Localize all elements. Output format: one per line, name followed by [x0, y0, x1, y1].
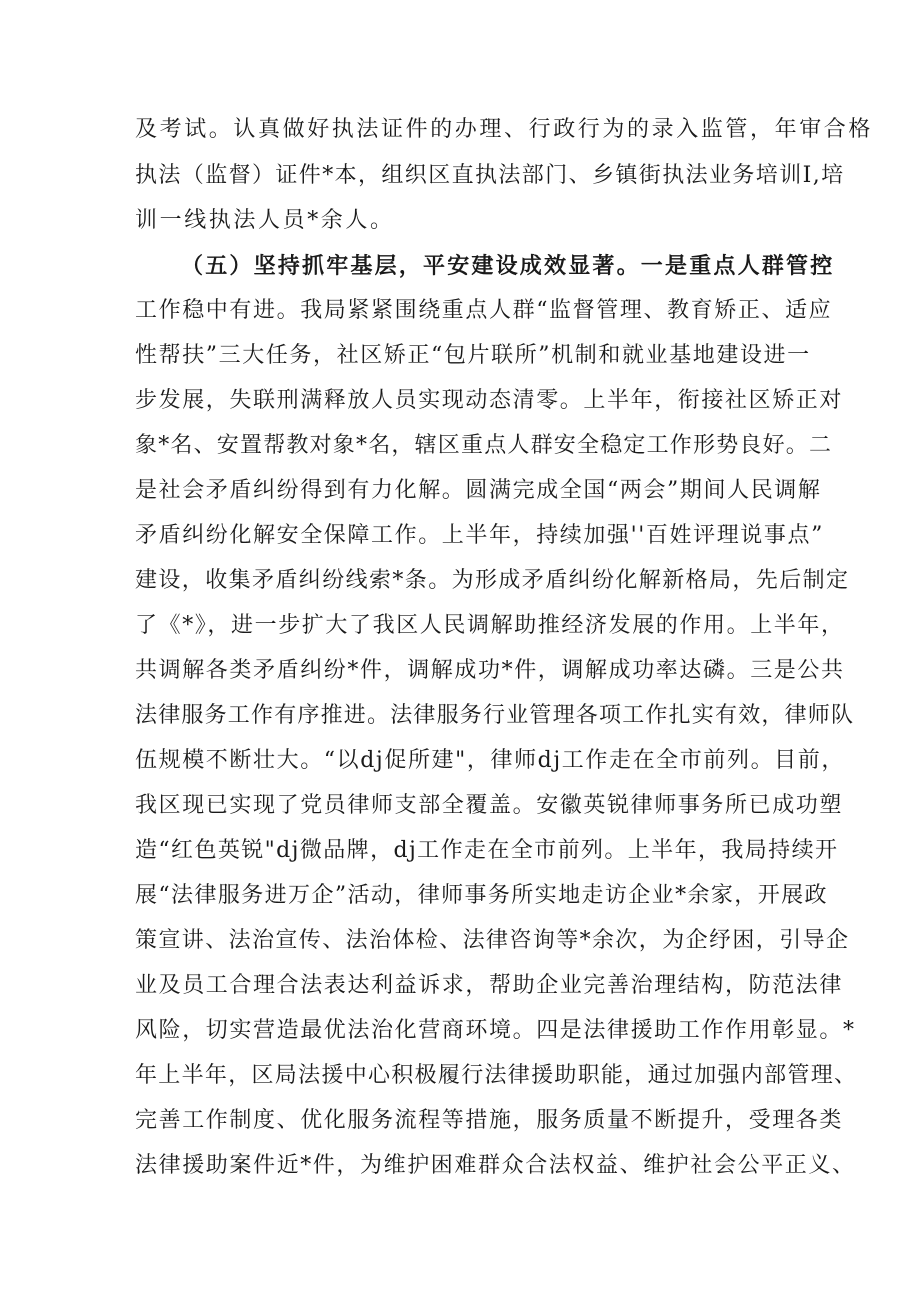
text-line-13: 共调解各类矛盾纠纷*件，调解成功*件，调解成功率达磷。三是公共 — [135, 658, 845, 683]
text-line-10: 矛盾纠纷化解安全保障工作。上半年，持续加强''百姓评理说事点” — [135, 523, 824, 548]
text-line-18: 展“法律服务进万企”活动，律师事务所实地走访企业*余家，开展政 — [135, 883, 828, 908]
text-line-19: 策宣讲、法治宣传、法治体检、法律咨询等*余次，为企纾困，引导企 — [135, 928, 850, 953]
text-line-5: 工作稳中有进。我局紧紧围绕重点人群“监督管理、教育矫正、适应 — [135, 298, 833, 323]
text-line-6: 性帮扶”三大任务，社区矫正“包片联所”机制和就业基地建设进一 — [135, 343, 811, 368]
text-line-1: 及考试。认真做好执法证件的办理、行政行为的录入监管，年审合格 — [135, 117, 874, 142]
text-line-15: 伍规模不断壮大。“以dj促所建"，律师dj工作走在全市前列。目前， — [135, 748, 845, 773]
text-line-14: 法律服务工作有序推进。法律服务行业管理各项工作扎实有效，律师队 — [135, 703, 855, 728]
text-line-3: 训一线执法人员*余人。 — [135, 208, 395, 233]
section-heading-line: （五）坚持抓牢基层，平安建设成效显著。一是重点人群管控 — [181, 253, 835, 279]
text-line-21: 风险，切实营造最优法治化营商环境。四是法律援助工作作用彰显。* — [135, 1018, 856, 1043]
text-line-24: 法律援助案件近*件，为维护困难群众合法权益、维护社会公平正义、 — [135, 1153, 856, 1178]
text-line-9: 是社会矛盾纠纷得到有力化解。圆满完成全国“两会”期间人民调解 — [135, 478, 822, 503]
text-line-16: 我区现已实现了党员律师支部全覆盖。安徽英锐律师事务所已成功塑 — [135, 793, 844, 818]
text-line-8: 象*名、安置帮教对象*名，辖区重点人群安全稳定工作形势良好。二 — [135, 433, 833, 458]
text-line-17: 造“红色英锐"dj微品牌，dj工作走在全市前列。上半年，我局持续开 — [135, 838, 839, 863]
text-line-2: 执法（监督）证件*本，组织区直执法部门、乡镇街执法业务培训I,培 — [135, 163, 845, 188]
text-line-12: 了《*》，进一步扩大了我区人民调解助推经济发展的作用。上半年， — [135, 613, 845, 638]
text-line-11: 建设，收集矛盾纠纷线索*条。为形成矛盾纠纷化解新格局，先后制定 — [135, 568, 850, 593]
text-line-20: 业及员工合理合法表达利益诉求，帮助企业完善治理结构，防范法律 — [135, 973, 844, 998]
text-line-7: 步发展，失联刑满释放人员实现动态清零。上半年，衔接社区矫正对 — [135, 388, 844, 413]
text-line-22: 年上半年，区局法援中心积极履行法律援助职能，通过加强内部管理、 — [135, 1063, 858, 1088]
text-line-23: 完善工作制度、优化服务流程等措施，服务质量不断提升，受理各类 — [135, 1108, 844, 1133]
